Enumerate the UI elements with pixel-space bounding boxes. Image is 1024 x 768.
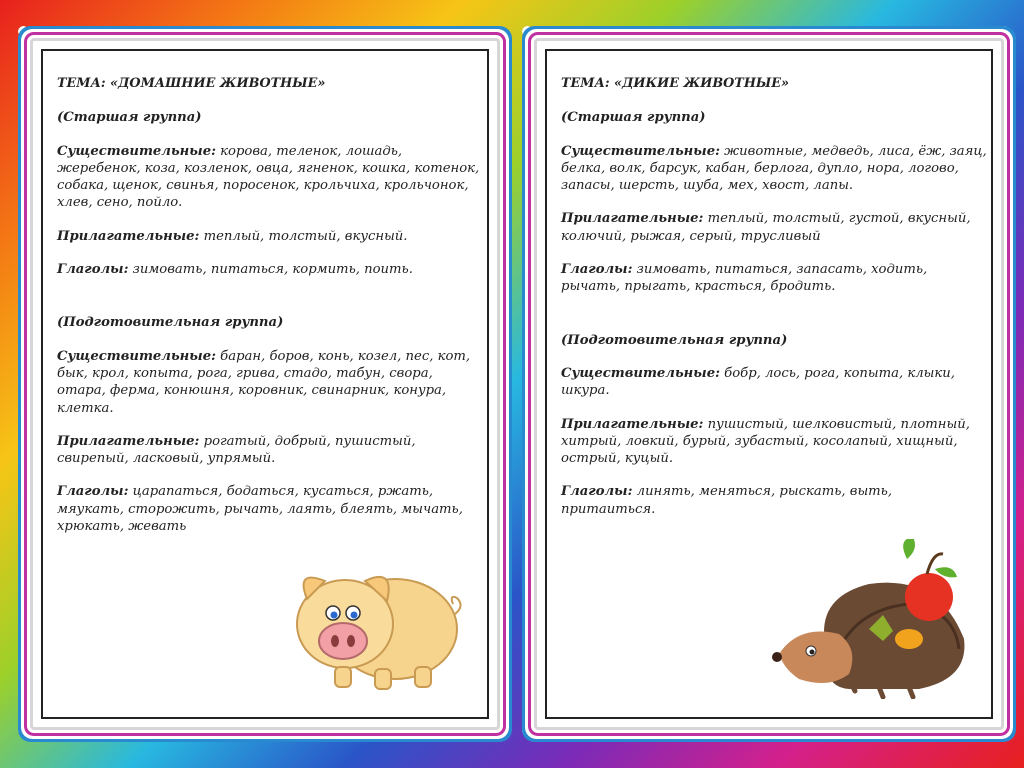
adjectives-label: Прилагательные:	[561, 416, 704, 432]
right-senior-verbs	[561, 261, 987, 296]
nouns-text: баран, боров, конь, козел, пес, кот, бык, крол, копыта, рога, грива, стадо, табун, свора, отара, ферма, конюшня, коровник, свинарник, конура, клетка.	[57, 348, 471, 416]
right-theme-title: ТЕМА: «ДИКИЕ ЖИВОТНЫЕ»	[561, 76, 790, 91]
left-senior-adjectives	[57, 228, 483, 245]
adjectives-label: Прилагательные:	[57, 433, 200, 449]
right-senior-adjectives	[561, 210, 987, 245]
left-senior-verbs	[57, 261, 483, 278]
right-content	[561, 75, 987, 534]
left-prep-adjectives	[57, 433, 483, 468]
left-prep-group-heading: (Подготовительная группа)	[57, 315, 284, 331]
verbs-label: Глаголы:	[561, 484, 633, 500]
adjectives-label: Прилагательные:	[57, 228, 200, 244]
nouns-label: Существительные:	[561, 143, 720, 159]
adjectives-text: теплый, толстый, вкусный.	[203, 228, 408, 244]
nouns-text: животные, медведь, лиса, ёж, заяц, белка, волк, барсук, кабан, берлога, дупло, нора, логово, запасы, шерсть, шуба, мех, хвост, лапы.	[561, 143, 987, 194]
adjectives-label: Прилагательные:	[561, 211, 704, 227]
nouns-text: корова, теленок, лошадь, жеребенок, коза, козленок, овца, ягненок, кошка, котенок, собака, щенок, свинья, поросенок, крольчиха, крольчонок, хлев, сено, пойло.	[57, 143, 480, 211]
left-page	[30, 38, 500, 730]
nouns-label: Существительные:	[57, 143, 216, 159]
right-senior-nouns	[561, 143, 987, 195]
right-prep-nouns	[561, 365, 987, 400]
adjectives-text: рогатый, добрый, пушистый, свирепый, ласковый, упрямый.	[57, 433, 416, 467]
right-senior-group-heading: (Старшая группа)	[561, 110, 706, 126]
hedgehog-illustration	[769, 539, 979, 699]
verbs-label: Глаголы:	[57, 484, 129, 500]
verbs-label: Глаголы:	[561, 262, 633, 278]
nouns-label: Существительные:	[561, 365, 720, 381]
verbs-text: царапаться, бодаться, кусаться, ржать, мяукать, сторожить, рычать, лаять, блеять, мычать, хрюкать, жевать	[57, 484, 463, 535]
pig-illustration	[275, 559, 465, 694]
left-prep-verbs	[57, 483, 483, 535]
left-prep-nouns	[57, 348, 483, 417]
verbs-text: зимовать, питаться, запасать, ходить, рычать, прыгать, красться, бродить.	[561, 262, 928, 295]
right-page	[534, 38, 1004, 730]
left-senior-group-heading: (Старшая группа)	[57, 110, 202, 126]
right-prep-adjectives	[561, 416, 987, 468]
left-senior-nouns	[57, 143, 483, 212]
verbs-text: линять, меняться, рыскать, выть, притаиться.	[561, 484, 893, 517]
adjectives-text: теплый, толстый, густой, вкусный, колючий, рыжая, серый, трусливый	[561, 211, 971, 244]
left-content	[57, 75, 483, 551]
adjectives-text: пушистый, шелковистый, плотный, хитрый, ловкий, бурый, зубастый, косолапый, хищный, острый, куцый.	[561, 416, 970, 467]
right-prep-verbs	[561, 483, 987, 518]
verbs-label: Глаголы:	[57, 262, 129, 278]
right-prep-group-heading: (Подготовительная группа)	[561, 332, 788, 348]
left-theme-title: ТЕМА: «ДОМАШНИЕ ЖИВОТНЫЕ»	[57, 76, 326, 91]
nouns-text: бобр, лось, рога, копыта, клыки, шкура.	[561, 365, 955, 399]
verbs-text: зимовать, питаться, кормить, поить.	[132, 262, 413, 278]
nouns-label: Существительные:	[57, 348, 216, 364]
